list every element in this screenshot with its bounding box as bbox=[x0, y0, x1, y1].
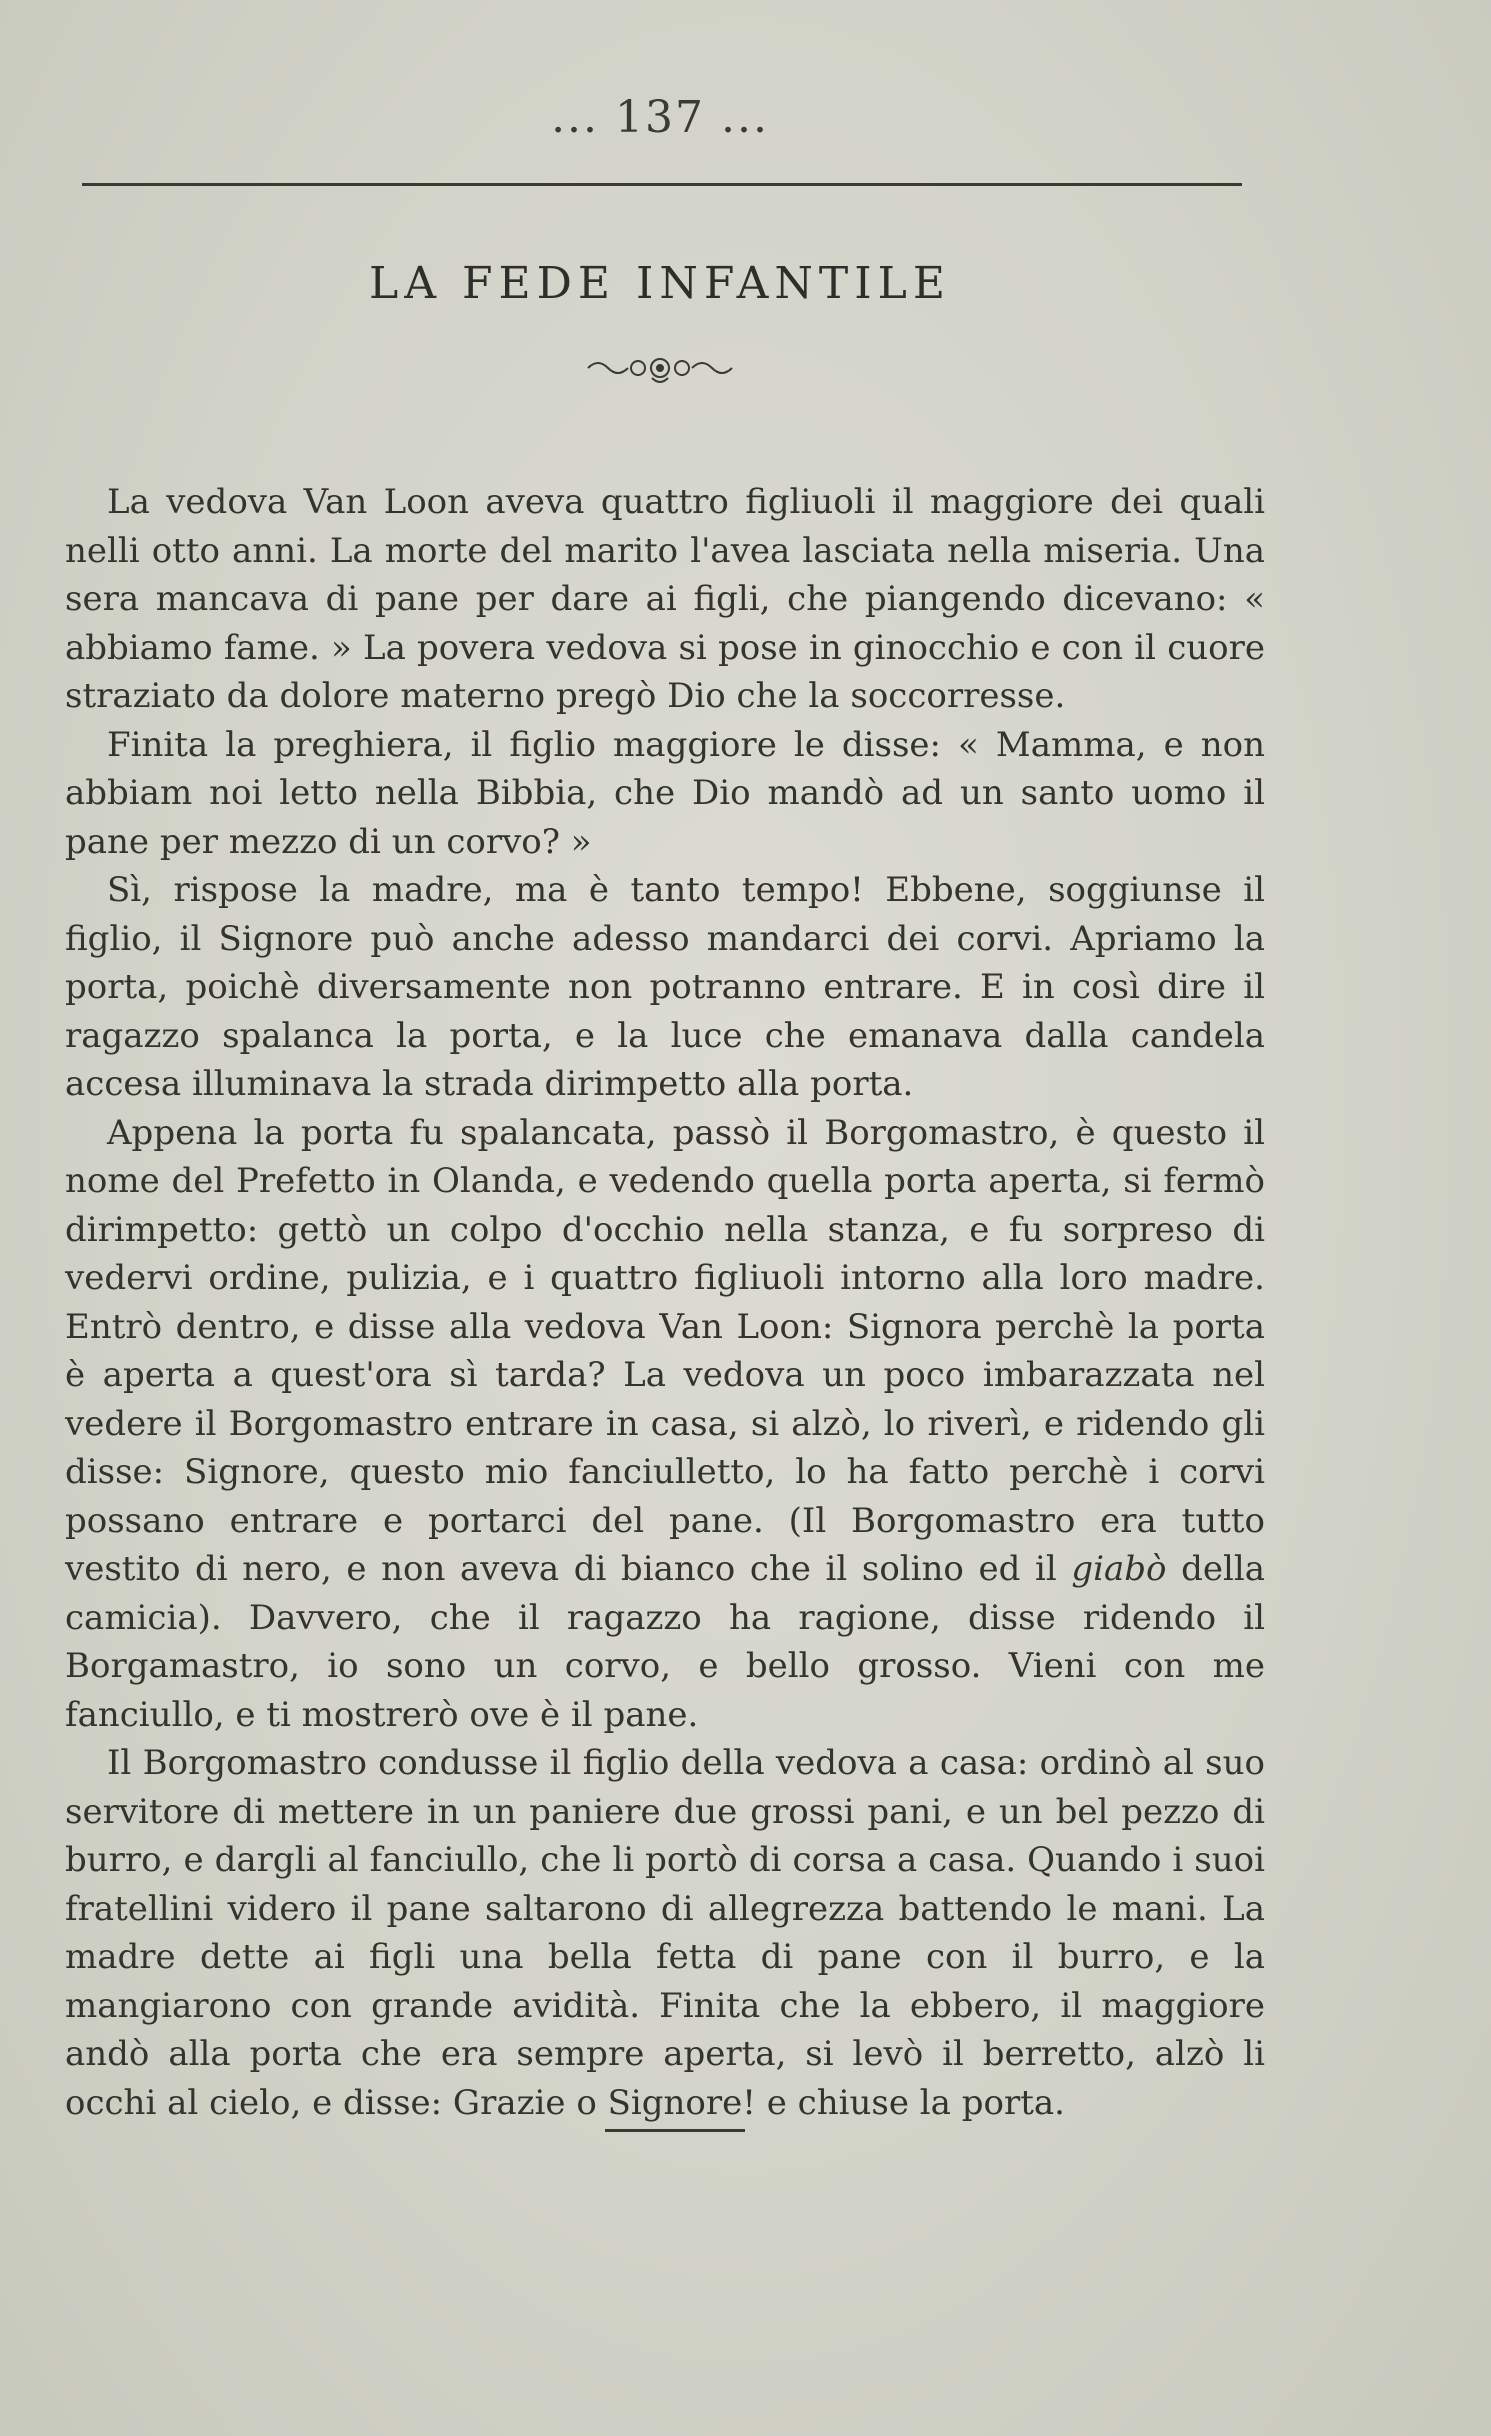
floral-ornament-icon bbox=[580, 350, 740, 386]
article-body bbox=[65, 478, 1265, 2127]
paragraph-text: della camicia). Davvero, che il ragazzo ha ragione, disse ridendo il Borgamastro, io sono un corvo, e bello grosso. Vieni con me fanciullo, e ti mostrerò ove è il pane. bbox=[65, 1549, 1266, 1735]
paragraph: Finita la preghiera, il figlio maggiore le disse: « Mamma, e non abbiam noi letto nella Bibbia, che Dio mandò ad un santo uomo il pane per mezzo di un corvo? » bbox=[65, 724, 1265, 862]
italic-word: giabò bbox=[1071, 1549, 1167, 1589]
chapter-title: LA FEDE INFANTILE bbox=[369, 258, 951, 309]
page-number: ... 137 ... bbox=[551, 92, 769, 143]
paragraph bbox=[65, 1109, 1265, 1740]
paragraph: La vedova Van Loon aveva quattro figliuoli il maggiore dei quali nelli otto anni. La morte del marito l'avea lasciata nella miseria. Una sera mancava di pane per dare ai figli, che piangendo dicevano: « abbiamo fame. » La povera vedova si pose in ginocchio e con il cuore straziato da dolore materno pregò Dio che la soccorresse. bbox=[65, 482, 1265, 716]
end-rule bbox=[605, 2129, 745, 2132]
paragraph-text: Appena la porta fu spalancata, passò il Borgomastro, è questo il nome del Prefetto in Olanda, e vedendo quella porta aperta, si fermò dirimpetto: gettò un colpo d'occhio nella stanza, e fu sorpreso di vedervi ordine, pulizia, e i quattro figliuoli intorno alla loro madre. Entrò dentro, e disse alla vedova Van Loon: Signora perchè la porta è aperta a quest'ora sì tarda? La vedova un poco imbarazzata nel vedere il Borgomastro entrare in casa, si alzò, lo riverì, e ridendo gli disse: Signore, questo mio fanciulletto, lo ha fatto perchè i corvi possano entrare e portarci del pane. (Il Borgomastro era tutto vestito di nero, e non aveva di bianco che il solino ed il bbox=[65, 1112, 1265, 1589]
paragraph: Sì, rispose la madre, ma è tanto tempo! Ebbene, soggiunse il figlio, il Signore può anche adesso mandarci dei corvi. Apriamo la porta, poichè diversamente non potranno entrare. E in così dire il ragazzo spalanca la porta, e la luce che emanava dalla candela accesa illuminava la strada dirimpetto alla porta. bbox=[65, 870, 1265, 1104]
header-rule bbox=[82, 183, 1242, 186]
paragraph: Il Borgomastro condusse il figlio della vedova a casa: ordinò al suo servitore di mettere in un paniere due grossi pani, e un bel pezzo di burro, e dargli al fanciullo, che li portò di corsa a casa. Quando i suoi fratellini videro il pane saltarono di allegrezza battendo le mani. La madre dette ai figli una bella fetta di pane con il burro, e la mangiarono con grande avidità. Finita che la ebbero, il maggiore andò alla porta che era sempre aperta, si levò il berretto, alzò li occhi al cielo, e disse: Grazie o Signore! e chiuse la porta. bbox=[65, 1743, 1265, 2123]
